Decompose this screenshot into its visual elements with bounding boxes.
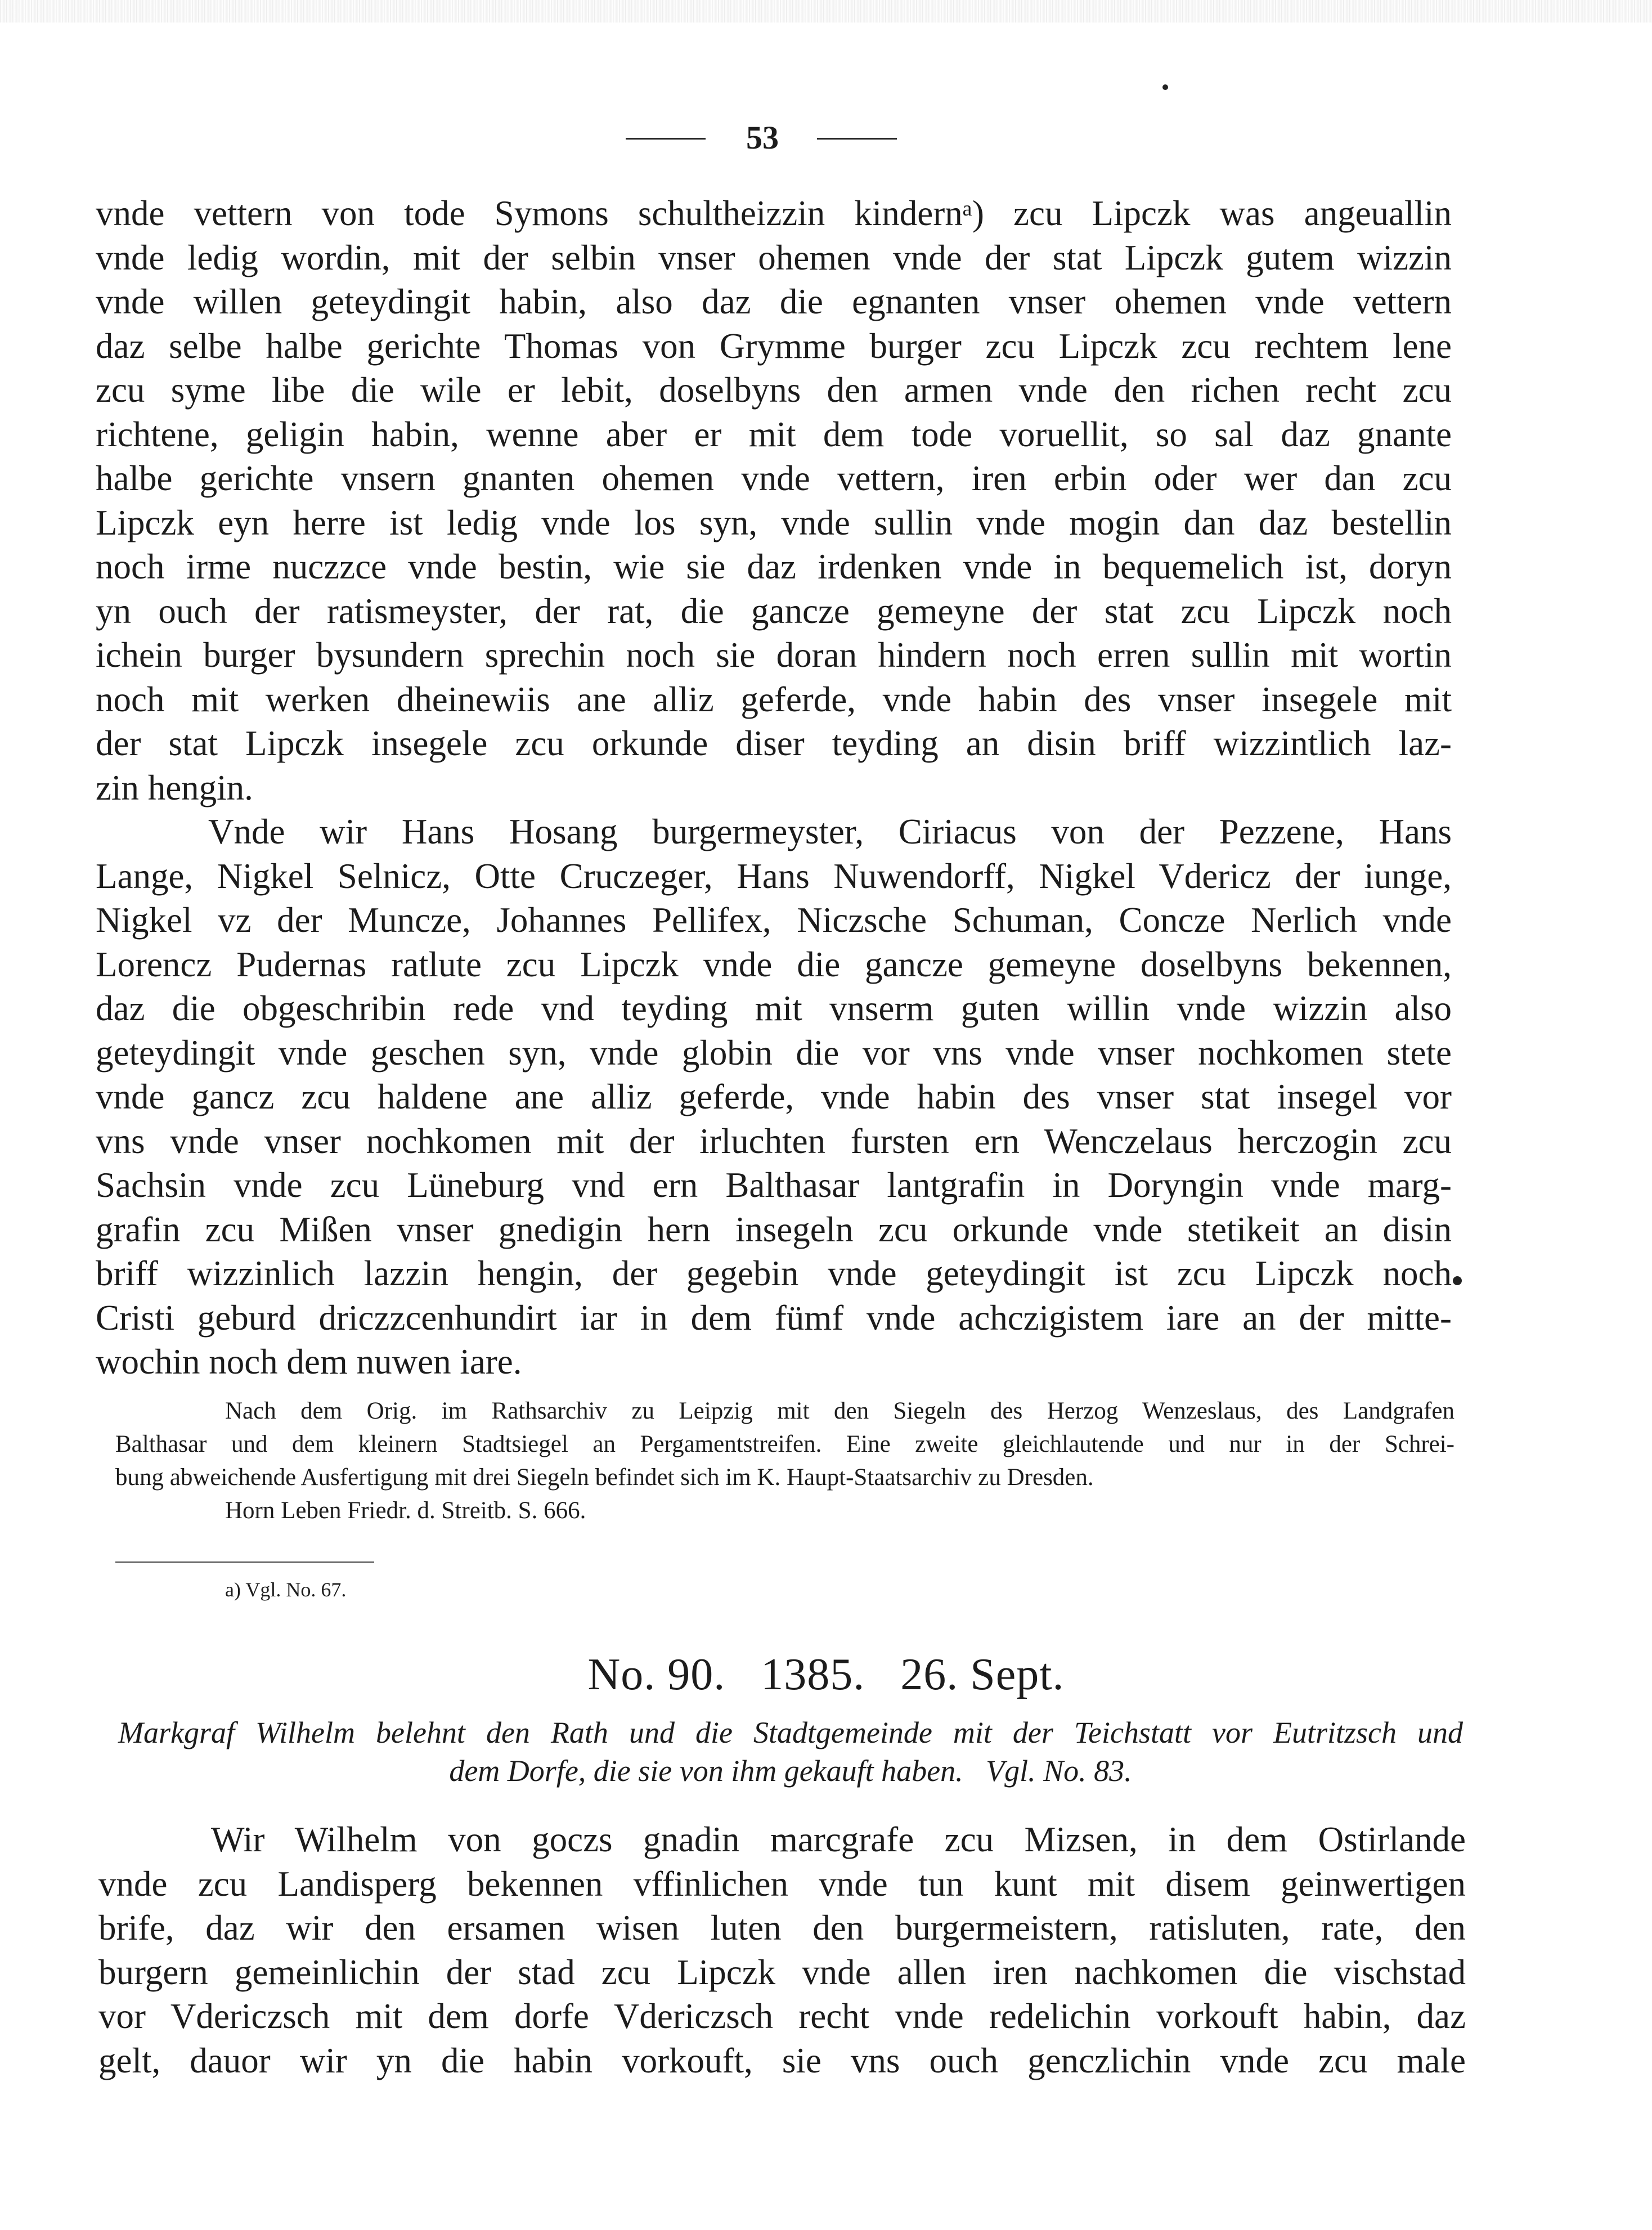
header-rule-left [626, 138, 706, 140]
note-line: bung abweichende Ausfertigung mit drei Siegeln befindet sich im K. Haupt-Staatsarchiv zu Dresden. [115, 1464, 1094, 1491]
document-heading: No. 90. 1385. 26. Sept. [587, 1650, 1065, 1699]
text-line: daz selbe halbe gerichte Thomas von Grymme burger zcu Lipczk zcu rechtem lene [96, 326, 1452, 366]
page-number: 53 [746, 119, 779, 156]
source-note [115, 1394, 1455, 1527]
text-line: noch mit werken dheinewiis ane alliz geferde, vnde habin des vnser insegele mit [96, 679, 1452, 719]
text-line: Lorencz Pudernas ratlute zcu Lipczk vnde die gancze gemeyne doselbyns bekennen, [96, 944, 1452, 984]
text-line: briff wizzinlich lazzin hengin, der gegebin vnde geteydingit ist zcu Lipczk noch [96, 1254, 1452, 1293]
text-line: grafin zcu Mißen vnser gnedigin hern insegeln zcu orkunde vnde stetikeit an disin [96, 1209, 1452, 1249]
ink-speck [1162, 84, 1168, 90]
text-line: daz die obgeschribin rede vnd teyding mit vnserm guten willin vnde wizzin also [96, 989, 1452, 1028]
text-line: zin hengin. [96, 768, 253, 807]
text-line: richtene, geligin habin, wenne aber er mit dem tode voruellit, so sal daz gnante [96, 414, 1452, 454]
text-line: Vnde wir Hans Hosang burgermeyster, Ciriacus von der Pezzene, Hans [208, 812, 1452, 851]
text-line: Wir Wilhelm von goczs gnadin marcgrafe zcu Mizsen, in dem Ostirlande [211, 1820, 1466, 1859]
text-line: vnde gancz zcu haldene ane alliz geferde, vnde habin des vnser stat insegel vor [96, 1077, 1452, 1116]
text-line: Nigkel vz der Muncze, Johannes Pellifex, Niczsche Schuman, Concze Nerlich vnde [96, 900, 1452, 940]
text-line: Lipczk eyn herre ist ledig vnde los syn, vnde sullin vnde mogin dan daz bestellin [96, 502, 1452, 542]
note-line: Nach dem Orig. im Rathsarchiv zu Leipzig mit den Siegeln des Herzog Wenzeslaus, des Landgrafen [225, 1398, 1455, 1424]
text-line: ichein burger bysundern sprechin noch sie doran hindern noch erren sullin mit wortin [96, 635, 1452, 675]
charter-text-no-90 [98, 1818, 1466, 2083]
text-line: vnde willen geteydingit habin, also daz die egnanten vnser ohemen vnde vettern [96, 282, 1452, 321]
text-line: gelt, dauor wir yn die habin vorkouft, sie vns ouch genczlichin vnde zcu male [98, 2040, 1466, 2080]
ink-speck [1453, 1276, 1462, 1285]
text-line: vnde vettern von tode Symons schultheizzin kindernᵃ) zcu Lipczk was angeuallin [96, 194, 1452, 233]
footnote-rule [115, 1562, 374, 1563]
text-line: vor Vdericzsch mit dem dorfe Vdericzsch recht vnde redelichin vorkouft habin, daz [98, 1996, 1466, 2036]
charter-text-continued [96, 191, 1452, 1384]
text-line: halbe gerichte vnsern gnanten ohemen vnde vettern, iren erbin oder wer dan zcu [96, 459, 1452, 498]
text-line: noch irme nuczzce vnde bestin, wie sie daz irdenken vnde in bequemelich ist, doryn [96, 547, 1452, 586]
summary-line: dem Dorfe, die sie von ihm gekauft haben. Vgl. No. 83. [449, 1754, 1132, 1788]
text-line: wochin noch dem nuwen iare. [96, 1342, 522, 1381]
text-line: geteydingit vnde geschen syn, vnde globin die vor vns vnde vnser nochkomen stete [96, 1033, 1452, 1073]
text-line: Lange, Nigkel Selnicz, Otte Cruczeger, Hans Nuwendorff, Nigkel Vdericz der iunge, [96, 856, 1452, 896]
text-line: vns vnde vnser nochkomen mit der irluchten fursten ern Wenczelaus herczogin zcu [96, 1121, 1452, 1161]
scan-edge-artifact [0, 0, 1652, 23]
text-line: vnde zcu Landisperg bekennen vffinlichen vnde tun kunt mit disem geinwertigen [98, 1864, 1466, 1904]
text-line: zcu syme libe die wile er lebit, doselbyns den armen vnde den richen recht zcu [96, 370, 1452, 410]
text-line: brife, daz wir den ersamen wisen luten den burgermeistern, ratisluten, rate, den [98, 1908, 1466, 1948]
text-line: Cristi geburd driczzcenhundirt iar in dem fümf vnde achczigistem iare an der mitte- [96, 1298, 1452, 1338]
document-summary [118, 1713, 1463, 1790]
text-line: burgern gemeinlichin der stad zcu Lipczk vnde allen iren nachkomen die vischstad [98, 1952, 1466, 1992]
text-line: der stat Lipczk insegele zcu orkunde diser teyding an disin briff wizzintlich laz- [96, 724, 1452, 763]
text-line: Sachsin vnde zcu Lüneburg vnd ern Balthasar lantgrafin in Doryngin vnde marg- [96, 1165, 1452, 1205]
summary-line: Markgraf Wilhelm belehnt den Rath und die Stadtgemeinde mit der Teichstatt vor Eutritzsch und [118, 1716, 1463, 1749]
footnote: a) Vgl. No. 67. [225, 1578, 347, 1601]
header-rule-right [817, 138, 897, 140]
text-line: yn ouch der ratismeyster, der rat, die gancze gemeyne der stat zcu Lipczk noch [96, 591, 1452, 631]
page-header [0, 115, 1652, 160]
note-line: Horn Leben Friedr. d. Streitb. S. 666. [225, 1497, 586, 1524]
note-line: Balthasar und dem kleinern Stadtsiegel an Pergamentstreifen. Eine zweite gleichlautende und nur in der Schrei- [115, 1431, 1455, 1457]
text-line: vnde ledig wordin, mit der selbin vnser ohemen vnde der stat Lipczk gutem wizzin [96, 237, 1452, 277]
